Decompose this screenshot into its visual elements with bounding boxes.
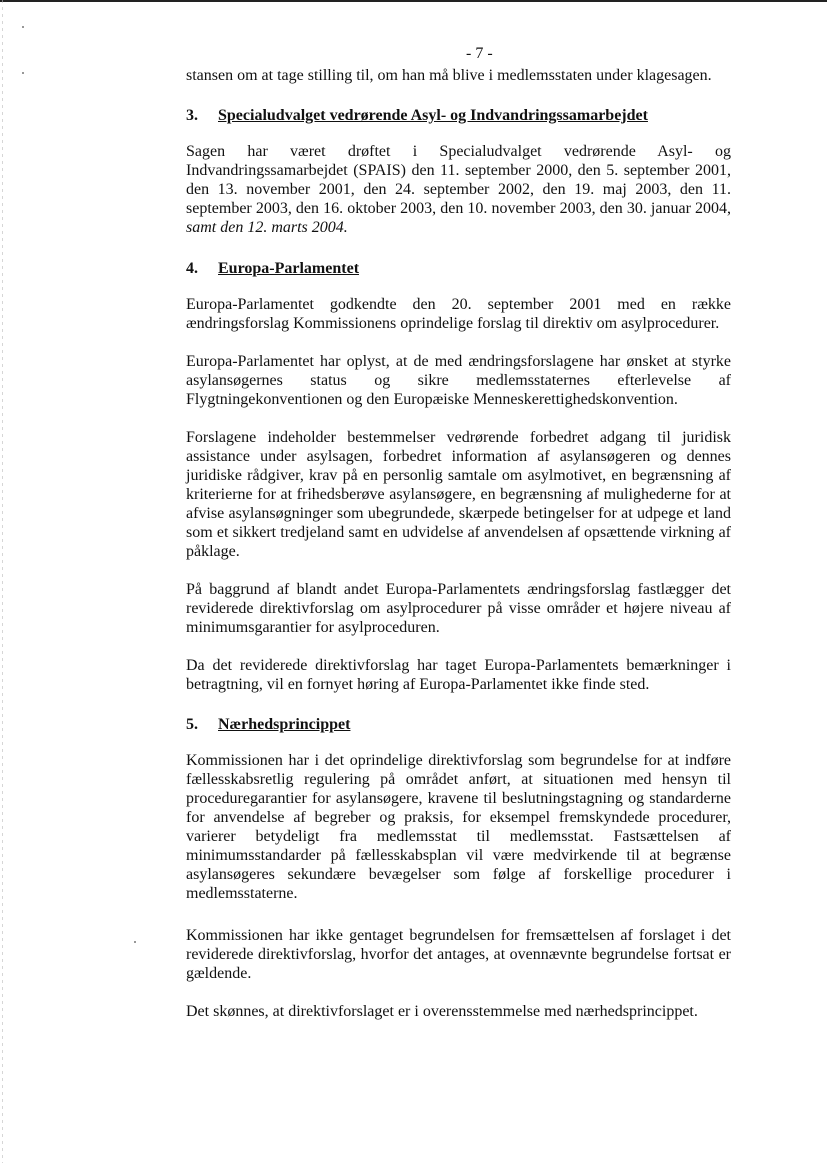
scan-left-edge <box>2 0 3 1163</box>
section-number: 4. <box>186 260 198 277</box>
section-3-italic-text: samt den 12. marts 2004. <box>186 219 348 236</box>
section-heading-3 <box>186 106 731 125</box>
section-5-paragraph-2: Kommissionen har ikke gentaget begrundelsen for fremsættelsen af forslaget i det reviderede direktivforslag, hvorfor det antages, at ovennævnte begrundelse fortsat er gældende. <box>186 927 731 982</box>
section-4-paragraph-3: Forslagene indeholder bestemmelser vedrørende forbedret adgang til juridisk assistance under asylsagen, forbedret information af asylansøgeren og dennes juridiske rådgiver, krav på en personlig samtale om asylmotivet, en begrænsning af kriterierne for at frihedsberøve asylansøgere, en begrænsning af mulighederne for at afvise asylansøgninger som ubegrundede, skærpede betingelser for at udpege et land som et sikkert tredjeland samt en udvidelse af anvendelsen af opsættende virkning af påklage. <box>186 429 731 560</box>
section-3-text: Sagen har været drøftet i Specialudvalget vedrørende Asyl- og Indvandringssamarbejdet (SPAIS) den 11. september 2000, den 5. september 2001, den 13. november 2001, den 24. september 2002, den 19. maj 2003, den 11. september 2003, den 16. oktober 2003, den 10. november 2003, den 30. januar 2004, <box>186 143 731 217</box>
scan-speck <box>134 941 136 943</box>
section-4-paragraph-5: Da det reviderede direktivforslag har taget Europa-Parlamentets bemærkninger i betragtning, vil en fornyet høring af Europa-Parlamentet ikke finde sted. <box>186 657 731 693</box>
intro-paragraph: stansen om at tage stilling til, om han må blive i medlemsstaten under klagesagen. <box>186 67 712 84</box>
section-4-paragraph-1: Europa-Parlamentet godkendte den 20. september 2001 med en række ændringsforslag Kommissionens oprindelige forslag til direktiv om asylprocedurer. <box>186 296 731 332</box>
scan-speck <box>22 26 24 28</box>
scan-speck <box>22 72 24 74</box>
section-title: Europa-Parlamentet <box>218 260 360 277</box>
scan-top-edge <box>0 0 827 2</box>
section-4-paragraph-4: På baggrund af blandt andet Europa-Parlamentets ændringsforslag fastlægger det reviderede direktivforslag om asylprocedurer på visse områder et højere niveau af minimumsgarantier for asylproceduren. <box>186 581 731 636</box>
section-number: 3. <box>186 107 198 124</box>
section-heading-5 <box>186 715 731 734</box>
section-title: Specialudvalget vedrørende Asyl- og Indvandringssamarbejdet <box>218 107 648 124</box>
section-4-paragraph-2: Europa-Parlamentet har oplyst, at de med ændringsforslagene har ønsket at styrke asylansøgernes status og sikre medlemsstaternes efterlevelse af Flygtningekonventionen og den Europæiske Menneskerettighedskonvention. <box>186 353 731 408</box>
section-5-paragraph-3: Det skønnes, at direktivforslaget er i overensstemmelse med nærhedsprincippet. <box>186 1003 698 1020</box>
page-number: - 7 - <box>466 45 493 62</box>
section-heading-4 <box>186 259 731 278</box>
section-title: Nærhedsprincippet <box>218 716 351 733</box>
section-3-paragraph <box>186 142 731 237</box>
document-body <box>186 66 731 1040</box>
section-number: 5. <box>186 716 198 733</box>
section-5-paragraph-1: Kommissionen har i det oprindelige direktivforslag som begrundelse for at indføre fællesskabsretlig regulering på området anført, at situationen med hensyn til proceduregarantier for asylansøgere, kravene til beslutningstagning og standarderne for anvendelse af begreber og praksis, for eksempel fremskyndede procedurer, varierer betydeligt fra medlemsstat til medlemsstat. Fastsættelsen af minimumsstandarder på fællesskabsplan vil være medvirkende til at begrænse asylansøgeres sekundære bevægelser som følge af forskellige procedurer i medlemsstaterne. <box>186 752 731 902</box>
